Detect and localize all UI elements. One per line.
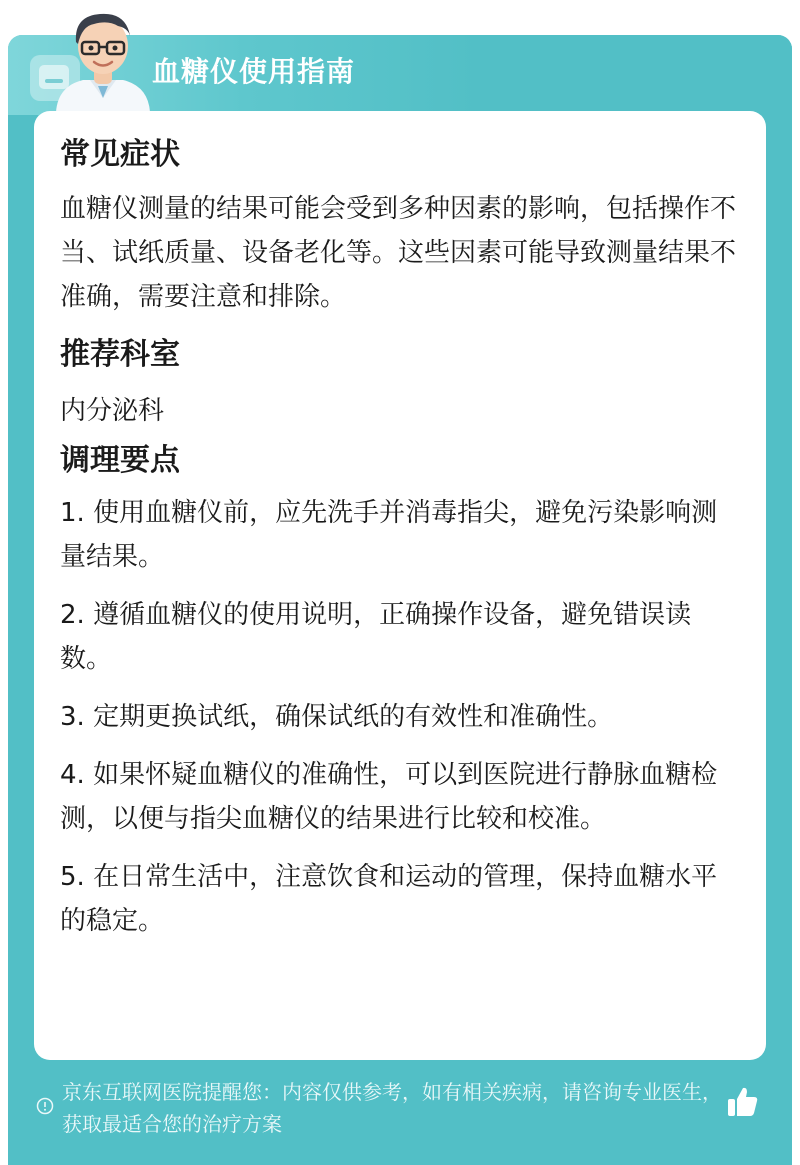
footer-notice: 京东互联网医院提醒您：内容仅供参考，如有相关疾病，请咨询专业医生，获取最适合您的治疗方案 bbox=[62, 1080, 722, 1136]
doctor-avatar-icon bbox=[48, 6, 158, 112]
section-title-care: 调理要点 bbox=[60, 443, 180, 478]
content-card bbox=[34, 111, 766, 1060]
list-item: 1. 使用血糖仪前，应先洗手并消毒指尖，避免污染影响测量结果。 bbox=[60, 498, 718, 572]
page-title: 血糖仪使用指南 bbox=[152, 55, 356, 88]
department-text: 内分泌科 bbox=[60, 396, 165, 426]
thumbs-up-icon[interactable] bbox=[724, 1084, 760, 1120]
care-tips-list bbox=[60, 491, 740, 943]
section-title-department: 推荐科室 bbox=[60, 337, 180, 372]
symptoms-text: 血糖仪测量的结果可能会受到多种因素的影响，包括操作不当、试纸质量、设备老化等。这些因素可能导致测量结果不准确，需要注意和排除。 bbox=[60, 194, 737, 312]
list-item: 4. 如果怀疑血糖仪的准确性，可以到医院进行静脉血糖检测，以便与指尖血糖仪的结果进行比较和校准。 bbox=[60, 760, 718, 834]
list-item: 3. 定期更换试纸，确保试纸的有效性和准确性。 bbox=[60, 702, 614, 732]
list-item: 5. 在日常生活中，注意饮食和运动的管理，保持血糖水平的稳定。 bbox=[60, 862, 718, 936]
list-item: 2. 遵循血糖仪的使用说明，正确操作设备，避免错误读数。 bbox=[60, 600, 692, 674]
info-icon bbox=[36, 1097, 54, 1115]
section-title-symptoms: 常见症状 bbox=[60, 137, 180, 172]
